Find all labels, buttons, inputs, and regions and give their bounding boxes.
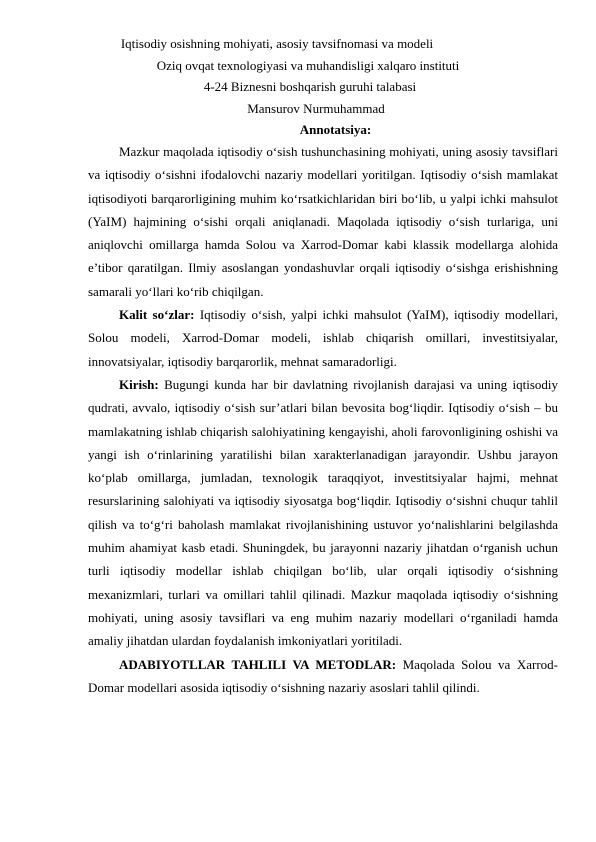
article-header	[0, 33, 596, 141]
institute-name: Oziq ovqat texnologiyasi va muhandisligi xalqaro instituti	[156, 57, 460, 73]
introduction-label: Kirish:	[119, 376, 159, 392]
introduction-paragraph	[88, 373, 558, 653]
introduction-text: Bugungi kunda har bir davlatning rivojlanish darajasi va uning iqtisodiy qudrati, avvalo, iqtisodiy o‘sish sur’atlari bilan bevosita bog‘liqdir. Iqtisodiy o‘sish – bu mamlakatning ishlab chiqarish salohiyatining kengayishi, aholi farovonligining oshishi va yangi ish o‘rinlarining yaratilishi bilan xarakterlanadigan jarayondir. Ushbu jarayon ko‘plab omillarga, jumladan, texnologik taraqqiyot, investitsiyalar hajmi, mehnat resurslarining salohiyati va iqtisodiy siyosatga bog‘liqdir. Iqtisodiy o‘sishni chuqur tahlil qilish va to‘g‘ri baholash mamlakat rivojlanishining ustuvor yo‘nalishlarini belgilashda muhim ahamiyat kasb etadi. Shuningdek, bu jarayonni nazariy jihatdan o‘rganish uchun turli iqtisodiy modellar ishlab chiqilgan bo‘lib, ular orqali iqtisodiy o‘sishning mexanizmlari, turlari va omillari tahlil qilinadi. Mazkur maqolada iqtisodiy o‘sishning mohiyati, uning asosiy tavsiflari va eng muhim nazariy modellari o‘rganiladi hamda amaliy jihatdan ulardan foydalanish imkoniyatlari yoritiladi.	[88, 376, 558, 649]
methods-text: Maqolada Solou va Xarrod-Domar modellari asosida iqtisodiy o‘sishning nazariy asoslari tahlil qilindi.	[88, 656, 558, 695]
methods-paragraph	[88, 653, 558, 700]
keywords-text: Iqtisodiy o‘sish, yalpi ichki mahsulot (YaIM), iqtisodiy modellari, Solou modeli, Xarrod-Domar modeli, ishlab chiqarish omillari, investitsiyalar, innovatsiyalar, iqtisodiy barqarorlik, mehnat samaradorligi.	[88, 307, 558, 369]
abstract-heading: Annotatsiya:	[299, 122, 372, 137]
article-body	[88, 140, 558, 699]
abstract-text: Mazkur maqolada iqtisodiy o‘sish tushunchasining mohiyati, uning asosiy tavsiflari va iqtisodiy o‘sishni ifodalovchi nazariy modellari yoritilgan. Iqtisodiy o‘sish mamlakat iqtisodiyoti barqarorligining muhim ko‘rsatkichlaridan biri bo‘lib, u yalpi ichki mahsulot (YaIM) hajmining o‘sishi orqali aniqlanadi. Maqolada iqtisodiy o‘sish turlariga, uni aniqlovchi omillarga hamda Solou va Xarrod-Domar kabi klassik modellarga alohida e’tibor qaratilgan. Ilmiy asoslangan yondashuvlar orqali iqtisodiy o‘sishga erishishning samarali yo‘llari ko‘rib chiqilgan.	[88, 144, 558, 299]
article-title: Iqtisodiy osishning mohiyati, asosiy tavsifnomasi va modeli	[120, 36, 434, 51]
abstract-paragraph	[88, 140, 558, 303]
keywords-paragraph	[88, 303, 558, 373]
author-name: Mansurov Nurmuhammad	[247, 100, 385, 116]
keywords-label: Kalit so‘zlar:	[119, 307, 195, 323]
methods-label: ADABIYOTLLAR TAHLILI VA METODLAR:	[119, 656, 397, 672]
student-group: 4-24 Biznesni boshqarish guruhi talabasi	[203, 79, 417, 94]
